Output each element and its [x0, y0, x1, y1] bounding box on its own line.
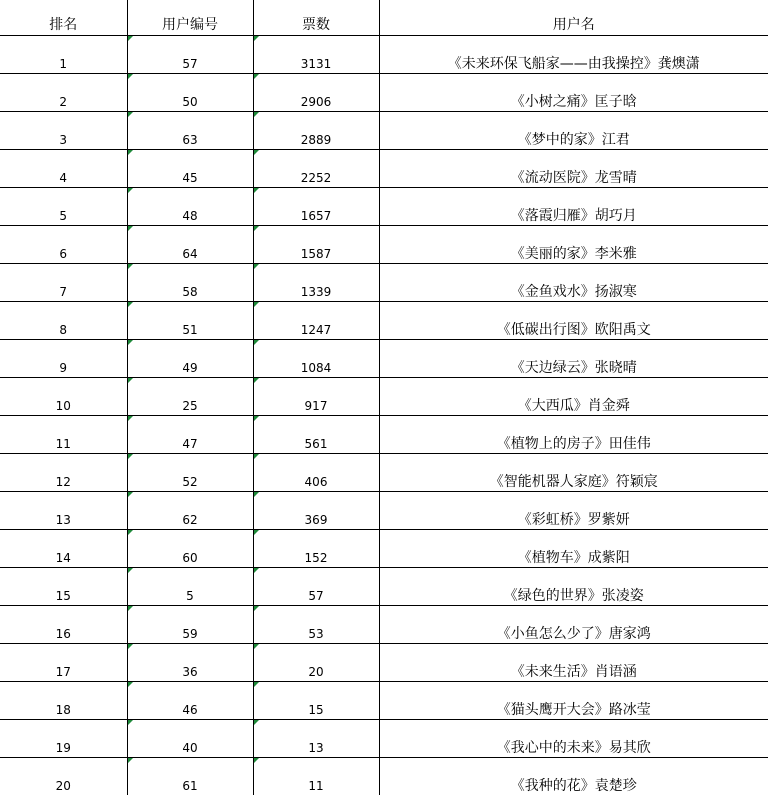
user-id-cell-text: 5 [186, 589, 194, 603]
user-id-cell[interactable] [127, 36, 253, 74]
rank-cell[interactable] [0, 416, 127, 454]
error-indicator-icon [128, 530, 133, 535]
username-cell-text: 《天边绿云》张晓晴 [511, 360, 637, 376]
rank-cell[interactable] [0, 530, 127, 568]
error-indicator-icon [254, 682, 259, 687]
user-id-cell[interactable] [127, 378, 253, 416]
username-cell-text: 《美丽的家》李米雅 [511, 246, 637, 262]
rank-cell[interactable] [0, 378, 127, 416]
error-indicator-icon [128, 264, 133, 269]
user-id-cell-text: 61 [182, 779, 197, 793]
votes-cell[interactable] [253, 606, 379, 644]
votes-cell-text: 15 [308, 703, 323, 717]
error-indicator-icon [128, 568, 133, 573]
table-row [0, 530, 768, 568]
username-cell-text: 《低碳出行图》欧阳禹文 [497, 322, 651, 338]
table-row [0, 682, 768, 720]
username-cell[interactable] [379, 112, 768, 150]
username-cell-text: 《未来生活》肖语涵 [511, 664, 637, 680]
username-cell-text: 《绿色的世界》张凌姿 [504, 588, 644, 604]
user-id-cell-text: 60 [182, 551, 197, 565]
table-row [0, 226, 768, 264]
votes-cell[interactable] [253, 682, 379, 720]
rank-cell[interactable] [0, 758, 127, 795]
rank-cell-text: 10 [56, 399, 71, 413]
rank-cell-text: 5 [59, 209, 67, 223]
error-indicator-icon [128, 644, 133, 649]
error-indicator-icon [254, 36, 259, 41]
votes-cell-text: 1587 [301, 247, 332, 261]
header-username[interactable]: 用户名 [379, 0, 768, 36]
error-indicator-icon [128, 188, 133, 193]
rank-cell-text: 9 [59, 361, 67, 375]
header-user-id[interactable]: 用户编号 [127, 0, 253, 36]
username-cell-text: 《植物上的房子》田佳伟 [497, 436, 651, 452]
rank-cell[interactable] [0, 720, 127, 758]
user-id-cell-text: 51 [182, 323, 197, 337]
votes-cell-text: 57 [308, 589, 323, 603]
rank-cell-text: 16 [56, 627, 71, 641]
username-cell-text: 《小树之痛》匡子晗 [511, 94, 637, 110]
votes-cell[interactable] [253, 112, 379, 150]
username-cell[interactable] [379, 340, 768, 378]
user-id-cell-text: 25 [182, 399, 197, 413]
votes-cell[interactable] [253, 302, 379, 340]
table-row [0, 720, 768, 758]
user-id-cell[interactable] [127, 340, 253, 378]
error-indicator-icon [128, 340, 133, 345]
votes-cell-text: 561 [305, 437, 328, 451]
username-cell-text: 《流动医院》龙雪晴 [511, 170, 637, 186]
votes-cell[interactable] [253, 530, 379, 568]
username-cell[interactable] [379, 264, 768, 302]
votes-cell-text: 2252 [301, 171, 332, 185]
table-row [0, 74, 768, 112]
user-id-cell-text: 36 [182, 665, 197, 679]
username-cell[interactable] [379, 226, 768, 264]
votes-cell[interactable] [253, 758, 379, 795]
error-indicator-icon [128, 150, 133, 155]
table-row [0, 302, 768, 340]
username-cell-text: 《植物车》成紫阳 [518, 550, 630, 566]
rank-cell-text: 18 [56, 703, 71, 717]
username-cell[interactable] [379, 74, 768, 112]
error-indicator-icon [128, 226, 133, 231]
votes-cell-text: 406 [305, 475, 328, 489]
table-row [0, 264, 768, 302]
votes-cell[interactable] [253, 378, 379, 416]
votes-cell-text: 1247 [301, 323, 332, 337]
username-cell[interactable] [379, 530, 768, 568]
user-id-cell-text: 45 [182, 171, 197, 185]
votes-cell[interactable] [253, 416, 379, 454]
user-id-cell[interactable] [127, 226, 253, 264]
votes-cell-text: 917 [305, 399, 328, 413]
votes-cell-text: 152 [305, 551, 328, 565]
votes-cell[interactable] [253, 264, 379, 302]
rank-cell[interactable] [0, 150, 127, 188]
error-indicator-icon [254, 264, 259, 269]
user-id-cell[interactable] [127, 644, 253, 682]
user-id-cell-text: 52 [182, 475, 197, 489]
table-row [0, 568, 768, 606]
username-cell-text: 《我心中的未来》易其欣 [497, 740, 651, 756]
user-id-cell[interactable] [127, 720, 253, 758]
user-id-cell[interactable] [127, 568, 253, 606]
rank-cell-text: 17 [56, 665, 71, 679]
votes-cell-text: 11 [308, 779, 323, 793]
rank-cell-text: 4 [59, 171, 67, 185]
user-id-cell[interactable] [127, 188, 253, 226]
votes-cell[interactable] [253, 36, 379, 74]
votes-cell[interactable] [253, 150, 379, 188]
error-indicator-icon [128, 302, 133, 307]
rank-cell[interactable] [0, 682, 127, 720]
table-row [0, 112, 768, 150]
user-id-cell[interactable] [127, 150, 253, 188]
rank-cell-text: 12 [56, 475, 71, 489]
username-cell[interactable] [379, 150, 768, 188]
username-cell[interactable] [379, 302, 768, 340]
error-indicator-icon [128, 720, 133, 725]
username-cell[interactable] [379, 378, 768, 416]
user-id-cell[interactable] [127, 454, 253, 492]
rank-cell[interactable] [0, 74, 127, 112]
user-id-cell-text: 62 [182, 513, 197, 527]
error-indicator-icon [254, 416, 259, 421]
votes-cell[interactable] [253, 340, 379, 378]
user-id-cell-text: 49 [182, 361, 197, 375]
rank-cell[interactable] [0, 302, 127, 340]
username-cell[interactable] [379, 644, 768, 682]
error-indicator-icon [128, 682, 133, 687]
votes-cell[interactable] [253, 74, 379, 112]
error-indicator-icon [128, 112, 133, 117]
username-cell[interactable] [379, 682, 768, 720]
username-cell-text: 《大西瓜》肖金舜 [518, 398, 630, 414]
error-indicator-icon [254, 720, 259, 725]
error-indicator-icon [254, 112, 259, 117]
rank-cell[interactable] [0, 606, 127, 644]
rank-cell-text: 11 [56, 437, 71, 451]
username-cell[interactable] [379, 758, 768, 795]
table-row [0, 606, 768, 644]
username-cell[interactable] [379, 188, 768, 226]
table-row [0, 340, 768, 378]
user-id-cell[interactable] [127, 492, 253, 530]
rank-cell-text: 1 [59, 57, 67, 71]
username-cell-text: 《猫头鹰开大会》路冰莹 [497, 702, 651, 718]
rank-cell[interactable] [0, 264, 127, 302]
user-id-cell[interactable] [127, 112, 253, 150]
username-cell-text: 《小鱼怎么少了》唐家鸿 [497, 626, 651, 642]
votes-cell-text: 13 [308, 741, 323, 755]
user-id-cell-text: 63 [182, 133, 197, 147]
table-row [0, 454, 768, 492]
rank-cell-text: 14 [56, 551, 71, 565]
error-indicator-icon [128, 492, 133, 497]
username-cell[interactable] [379, 416, 768, 454]
username-cell[interactable] [379, 568, 768, 606]
username-cell[interactable] [379, 606, 768, 644]
error-indicator-icon [128, 454, 133, 459]
user-id-cell-text: 46 [182, 703, 197, 717]
user-id-cell[interactable] [127, 74, 253, 112]
error-indicator-icon [254, 606, 259, 611]
votes-cell-text: 53 [308, 627, 323, 641]
error-indicator-icon [254, 378, 259, 383]
error-indicator-icon [254, 492, 259, 497]
user-id-cell[interactable] [127, 302, 253, 340]
votes-cell-text: 1339 [301, 285, 332, 299]
rank-cell[interactable] [0, 492, 127, 530]
error-indicator-icon [254, 340, 259, 345]
error-indicator-icon [254, 188, 259, 193]
error-indicator-icon [254, 644, 259, 649]
user-id-cell[interactable] [127, 758, 253, 795]
user-id-cell[interactable] [127, 606, 253, 644]
error-indicator-icon [254, 758, 259, 763]
user-id-cell[interactable] [127, 682, 253, 720]
header-rank[interactable]: 排名 [0, 0, 127, 36]
error-indicator-icon [254, 530, 259, 535]
user-id-cell-text: 58 [182, 285, 197, 299]
votes-cell[interactable] [253, 492, 379, 530]
username-cell[interactable] [379, 36, 768, 74]
votes-cell[interactable] [253, 644, 379, 682]
header-votes[interactable]: 票数 [253, 0, 379, 36]
rank-cell-text: 20 [56, 779, 71, 793]
error-indicator-icon [254, 150, 259, 155]
rank-cell[interactable] [0, 226, 127, 264]
rank-cell-text: 6 [59, 247, 67, 261]
rank-cell-text: 3 [59, 133, 67, 147]
username-cell[interactable] [379, 454, 768, 492]
username-cell[interactable] [379, 720, 768, 758]
rank-cell-text: 8 [59, 323, 67, 337]
user-id-cell-text: 50 [182, 95, 197, 109]
rank-cell-text: 15 [56, 589, 71, 603]
user-id-cell[interactable] [127, 416, 253, 454]
table-row [0, 492, 768, 530]
table-row [0, 758, 768, 795]
error-indicator-icon [128, 606, 133, 611]
error-indicator-icon [254, 226, 259, 231]
username-cell[interactable] [379, 492, 768, 530]
rank-cell[interactable] [0, 188, 127, 226]
error-indicator-icon [254, 454, 259, 459]
table-row [0, 188, 768, 226]
username-cell-text: 《落霞归雁》胡巧月 [511, 208, 637, 224]
username-cell-text: 《智能机器人家庭》符颖宸 [490, 474, 658, 490]
rank-cell[interactable] [0, 36, 127, 74]
votes-cell[interactable] [253, 568, 379, 606]
user-id-cell-text: 48 [182, 209, 197, 223]
votes-cell-text: 2906 [301, 95, 332, 109]
rank-cell[interactable] [0, 454, 127, 492]
rank-cell-text: 19 [56, 741, 71, 755]
user-id-cell-text: 47 [182, 437, 197, 451]
rank-cell-text: 13 [56, 513, 71, 527]
votes-cell-text: 369 [305, 513, 328, 527]
user-id-cell[interactable] [127, 530, 253, 568]
votes-cell-text: 3131 [301, 57, 332, 71]
rank-cell-text: 2 [59, 95, 67, 109]
table-row [0, 416, 768, 454]
table-row [0, 36, 768, 74]
error-indicator-icon [128, 378, 133, 383]
votes-cell-text: 20 [308, 665, 323, 679]
error-indicator-icon [128, 74, 133, 79]
table-row [0, 644, 768, 682]
error-indicator-icon [254, 74, 259, 79]
error-indicator-icon [254, 568, 259, 573]
error-indicator-icon [128, 36, 133, 41]
votes-cell[interactable] [253, 454, 379, 492]
username-cell-text: 《未来环保飞船家——由我操控》龚燠潇 [448, 56, 700, 72]
header-row [0, 0, 768, 36]
rank-cell[interactable] [0, 112, 127, 150]
user-id-cell-text: 57 [182, 57, 197, 71]
username-cell-text: 《梦中的家》江君 [518, 132, 630, 148]
error-indicator-icon [128, 416, 133, 421]
user-id-cell-text: 64 [182, 247, 197, 261]
user-id-cell-text: 40 [182, 741, 197, 755]
votes-cell[interactable] [253, 720, 379, 758]
votes-cell[interactable] [253, 226, 379, 264]
user-id-cell-text: 59 [182, 627, 197, 641]
votes-cell-text: 1657 [301, 209, 332, 223]
rank-cell[interactable] [0, 340, 127, 378]
table-row [0, 150, 768, 188]
username-cell-text: 《我种的花》袁楚珍 [511, 778, 637, 794]
rank-cell-text: 7 [59, 285, 67, 299]
username-cell-text: 《彩虹桥》罗紫妍 [518, 512, 630, 528]
votes-cell[interactable] [253, 188, 379, 226]
error-indicator-icon [254, 302, 259, 307]
table-row [0, 378, 768, 416]
user-id-cell[interactable] [127, 264, 253, 302]
votes-cell-text: 1084 [301, 361, 332, 375]
votes-cell-text: 2889 [301, 133, 332, 147]
rank-cell[interactable] [0, 644, 127, 682]
username-cell-text: 《金鱼戏水》扬淑寒 [511, 284, 637, 300]
error-indicator-icon [128, 758, 133, 763]
rank-cell[interactable] [0, 568, 127, 606]
